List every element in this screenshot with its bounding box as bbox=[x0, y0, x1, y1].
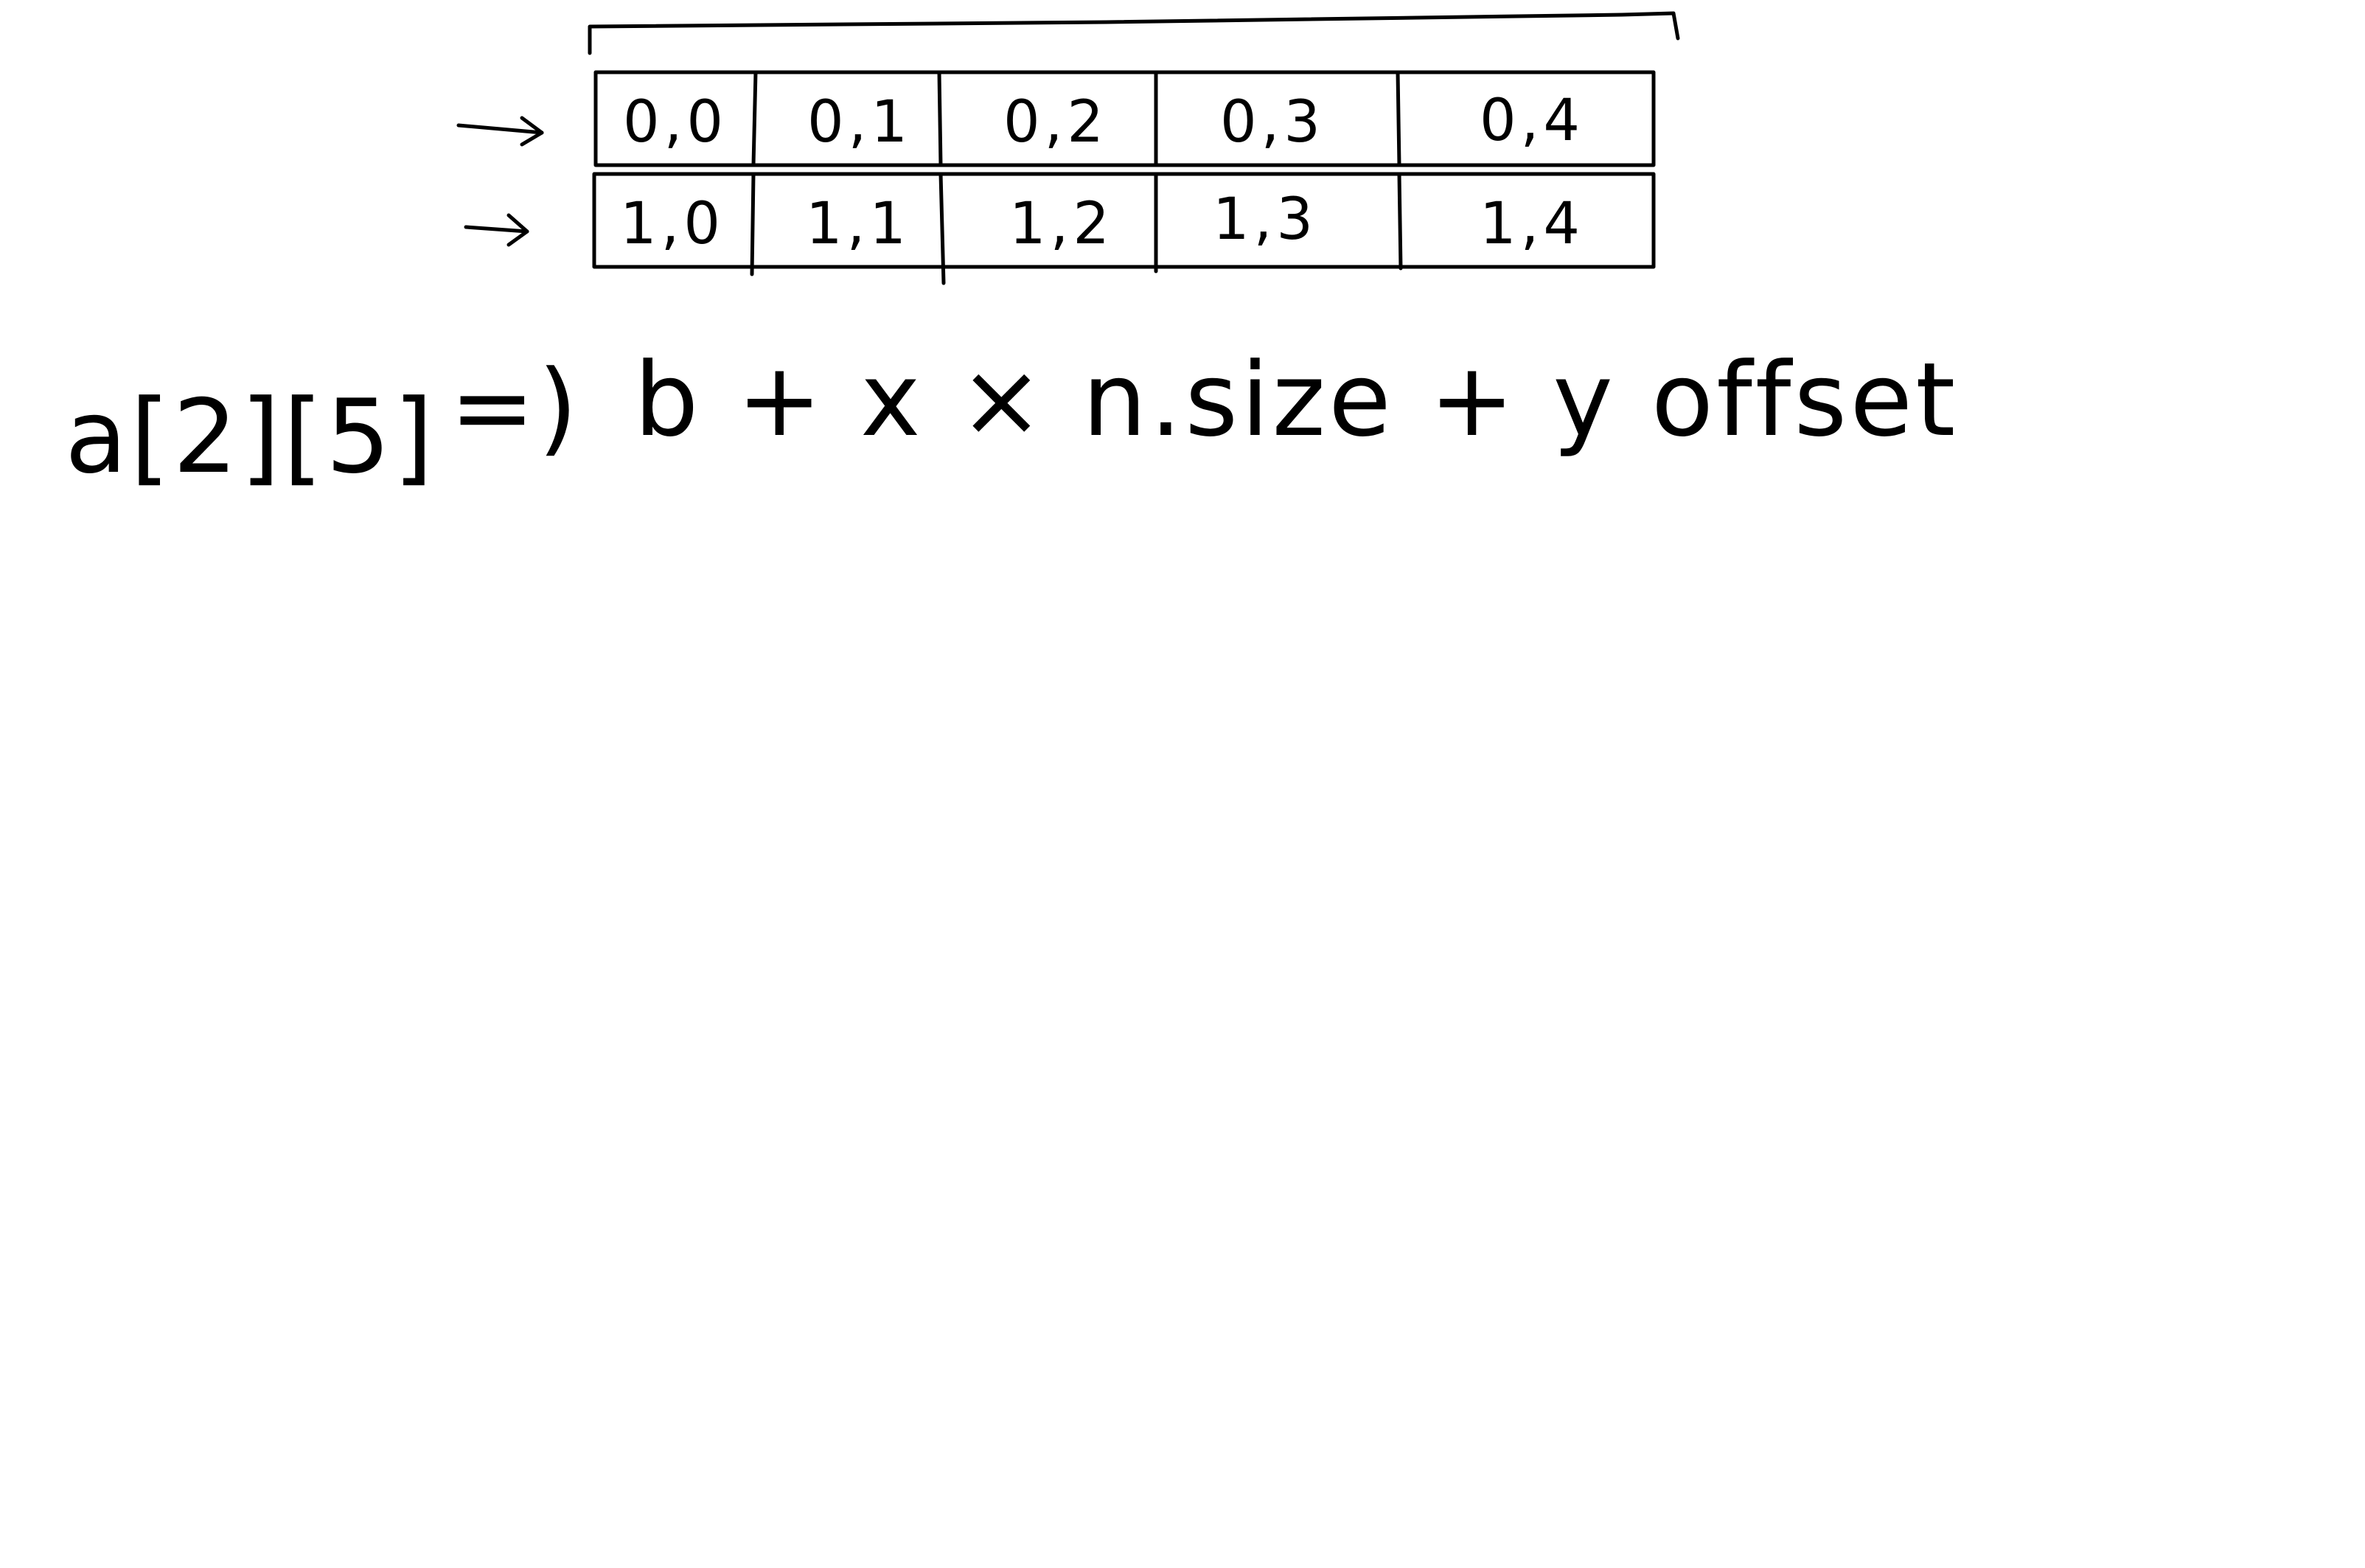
array-cell: 0,3 bbox=[1219, 89, 1326, 156]
formula-implies: =) bbox=[450, 348, 581, 467]
row-arrow-1 bbox=[466, 215, 527, 245]
column-divider-1 bbox=[752, 72, 756, 274]
array-cell: 0,1 bbox=[807, 89, 913, 156]
array-cell: 0,4 bbox=[1479, 88, 1585, 154]
column-divider-2 bbox=[939, 72, 944, 283]
formula-lhs: a[2][5] bbox=[65, 377, 436, 496]
array-cell: 1,3 bbox=[1212, 187, 1318, 253]
column-divider-4 bbox=[1398, 72, 1401, 268]
array-cell: 1,1 bbox=[805, 191, 911, 257]
array-cell: 1,0 bbox=[619, 191, 725, 257]
array-cell: 0,2 bbox=[1003, 89, 1109, 156]
formula-rhs: b + x × n.size + y offset bbox=[634, 341, 1959, 459]
array-cell: 1,2 bbox=[1009, 191, 1115, 257]
array-cell: 0,0 bbox=[622, 89, 728, 156]
row-arrow-0 bbox=[459, 118, 542, 144]
top-bracket bbox=[590, 13, 1678, 53]
array-cell: 1,4 bbox=[1479, 191, 1585, 257]
